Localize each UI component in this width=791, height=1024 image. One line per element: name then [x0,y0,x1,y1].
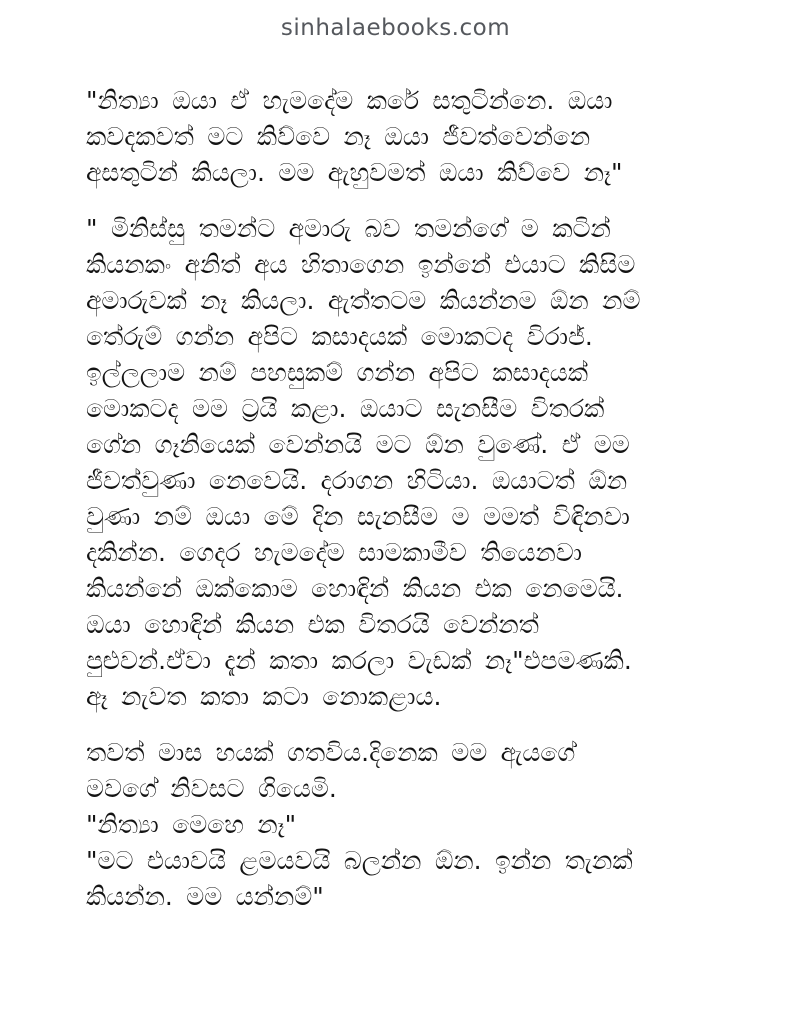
text-line: වුණා නම් ඔයා මේ දින සැනසීම ම මමත් විඳිනවා [86,502,630,531]
text-line: කියන්නේ ඔක්කොම හොඳින් කියන එක නෙමෙයි. [86,574,624,603]
text-line: අසතුටින් කියලා. මම ඇහුවමත් ඔයා කිව්වෙ නෑ" [86,158,623,187]
paragraph-1 [86,83,731,191]
text-line: තවත් මාස හයක් ගතවිය.දිනෙක මම ඇයගේ [86,738,576,767]
text-line: පුළුවන්.ඒවා දැන් කතා කරලා වැඩක් නෑ"එපමණකි. [86,646,632,675]
text-line: "මට එයාවයි ළමයවයි බලන්න ඕන. ඉන්න තැනක් [86,846,633,875]
text-line: මවගේ නිවසට ගියෙමි. [86,774,337,803]
text-line: ගේන ගෑනියෙක් වෙන්නයි මට ඕන වුණේ. ඒ මම [86,430,630,459]
paragraph-3 [86,735,731,915]
text-line: තේරුම් ගන්න අපිට කසාදයක් මොකටද විරාජ්. [86,322,593,351]
text-line: ඉල්ලලාම නම් පහසුකම් ගන්න අපිට කසාදයක් [86,358,589,387]
text-line: ඈ නැවත කතා කටා නොකළාය. [86,682,442,711]
paragraph-2 [86,211,731,715]
text-line: දකින්න. ගෙදර හැමදේම සාමකාමීව තියෙනවා [86,538,583,567]
text-line: ජීවත්වුණා නෙවෙයි. දරාගන හිටියා. ඔයාටත් ඕන [86,466,628,495]
text-line: "නිත්‍යා ඔයා ඒ හැමදේම කරේ සතුටින්නෙ. ඔයා [86,86,613,115]
text-line: කියනකං අනිත් අය හිතාගෙන ඉන්නේ එයාට කිසිම [86,250,636,279]
text-line: කවදකවත් මට කිව්වෙ නෑ ඔයා ජීවත්වෙන්නෙ [86,122,591,151]
text-line: "නිත්‍යා මෙහෙ නෑ" [86,810,297,839]
text-line: අමාරුවක් නෑ කියලා. ඇත්තටම කියන්නම ඕන නම් [86,286,641,315]
site-header [0,0,791,43]
text-line: " මිනිස්සු තමන්ට අමාරු බව තමන්ගේ ම කටින් [86,214,611,243]
text-line: ඔයා හොඳින් කියන එක විතරයි වෙන්නත් [86,610,539,639]
text-line: මොකටද මම ට්‍රයි කළා. ඔයාට සැනසීම විතරක් [86,394,605,423]
story-content [0,43,791,915]
site-title: sinhalaebooks.com [280,15,511,41]
text-line: කියන්න. මම යන්නම්" [86,882,324,911]
